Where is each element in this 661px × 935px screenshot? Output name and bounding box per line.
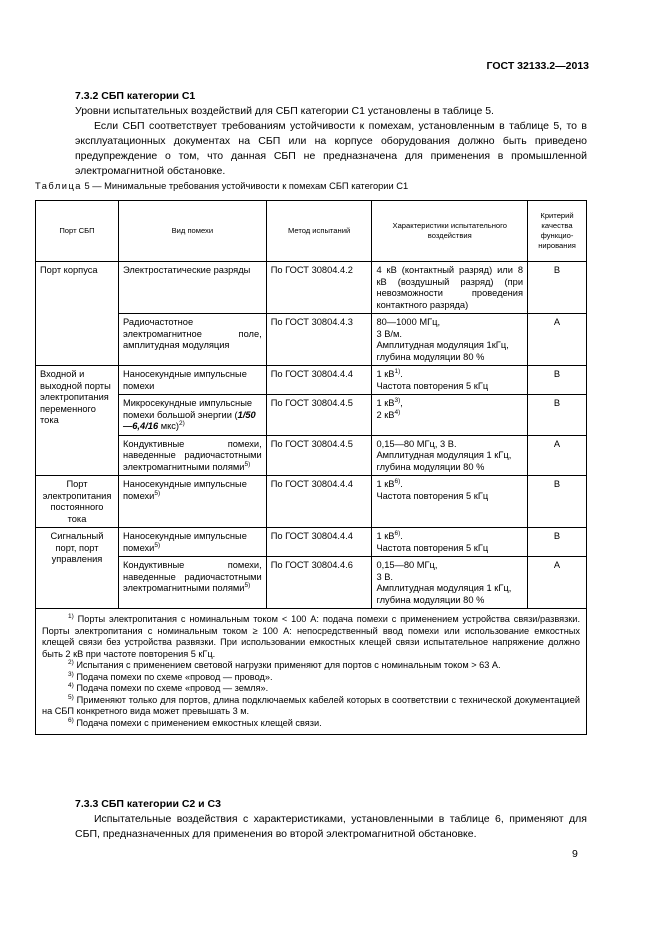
section-title: 7.3.2 СБП категории С1 — [75, 90, 196, 102]
page-number: 9 — [572, 848, 578, 860]
footnote: $^{6)}$ Подача помехи с применением емкостных клещей связи. — [68, 716, 322, 728]
char-cell: 4 кВ (контактный разряд) или 8 кВ (воздушный разряд) (при невозможности проведения контактного разряда) — [372, 262, 528, 314]
method-cell: По ГОСТ 30804.4.3 — [266, 314, 372, 366]
port-cell: Сигнальный порт, порт управления — [36, 528, 119, 609]
method-cell: По ГОСТ 30804.4.6 — [266, 557, 372, 609]
section-title: 7.3.3 СБП категории С2 и С3 — [75, 798, 221, 810]
type-cell: Наносекундные импульсные помехи$^{5)}$ — [118, 476, 266, 528]
requirements-table — [35, 200, 587, 735]
table-row — [36, 262, 587, 314]
crit-cell: A — [528, 557, 587, 609]
table-row — [36, 314, 587, 366]
paragraph: Уровни испытательных воздействий для СБП категории С1 установлены в таблице 5. — [75, 105, 494, 117]
footnotes-cell — [36, 609, 587, 735]
type-cell: Электростатические разряды — [118, 262, 266, 314]
section-7-3-3 — [75, 797, 587, 842]
paragraph: Испытательные воздействия с характеристиками, установленными в таблице 6, применяют для СБП, предназначенных для применения во второй электромагнитной обстановке. — [75, 813, 587, 840]
footnote: $^{2)}$ Испытания с применением световой нагрузки применяют для портов с номинальным током > 63 А. — [68, 658, 501, 670]
char-cell: 1 $кВ^{6)}$. Частота повторения 5 кГц — [372, 476, 528, 528]
crit-cell: B — [528, 528, 587, 557]
footnote: $^{1)}$ Порты электропитания с номинальным током < 100 А: подача помехи с применением устройства связи/развязки. Порты электропитания с номинальным током ≥ 100 А: непосредственный ввод помехи или использование емкостных клещей связи без устройства развязки. При использовании емкостных клещей связи испытательное напряжение должно быть 2 кВ при частоте повторения 5 кГц. — [42, 612, 580, 659]
char-cell: 1 $кВ^{1)}$. Частота повторения 5 кГц — [372, 366, 528, 395]
method-cell: По ГОСТ 30804.4.4 — [266, 476, 372, 528]
crit-cell: B — [528, 366, 587, 395]
crit-cell: A — [528, 435, 587, 476]
type-cell: Наносекундные импульсные помехи — [118, 366, 266, 395]
port-cell: Входной и выходной порты электропитания переменного тока — [36, 366, 119, 476]
method-cell: По ГОСТ 30804.4.5 — [266, 435, 372, 476]
footnote: $^{3)}$ Подача помехи по схеме «провод — провод». — [68, 670, 273, 682]
document-header: ГОСТ 32133.2—2013 — [486, 60, 589, 72]
paragraph: Если СБП соответствует требованиям устойчивости к помехам, установленным в таблице 5, то в эксплуатационных документах на СБП или на корпусе оборудования должно быть приведено предупреждение о том, что данная СБП не предназначена для применения в промышленной электромагнитной обстановке. — [75, 120, 587, 177]
table-row — [36, 476, 587, 528]
char-cell: 1 $кВ^{6)}$. Частота повторения 5 кГц — [372, 528, 528, 557]
table-row — [36, 557, 587, 609]
method-cell: По ГОСТ 30804.4.5 — [266, 395, 372, 436]
crit-cell: A — [528, 314, 587, 366]
header-characteristics: Характеристики испытательного воздействия — [372, 201, 528, 262]
method-cell: По ГОСТ 30804.4.4 — [266, 528, 372, 557]
method-cell: По ГОСТ 30804.4.2 — [266, 262, 372, 314]
header-type: Вид помехи — [118, 201, 266, 262]
type-cell: Микросекундные импульсные помехи большой энергии (1/50—6,4/16 мкс)$^{2)}$ — [118, 395, 266, 436]
char-cell: 0,15—80 МГц, 3 В. Амплитудная модуляция 1 кГц, глубина модуляции 80 % — [372, 557, 528, 609]
header-criterion: Критерий качества функцио-нирования — [528, 201, 587, 262]
header-method: Метод испытаний — [266, 201, 372, 262]
port-cell: Порт электропитания постоянного тока — [36, 476, 119, 528]
table-row — [36, 366, 587, 395]
crit-cell: B — [528, 395, 587, 436]
footnote: $^{5)}$ Применяют только для портов, длина подключаемых кабелей которых в соответствии с технической документацией на СБП конкретного вида может превышать 3 м. — [42, 693, 580, 716]
type-cell: Наносекундные импульсные помехи$^{5)}$ — [118, 528, 266, 557]
section-7-3-2 — [75, 89, 587, 179]
footnotes-row — [36, 609, 587, 735]
char-cell: 0,15—80 МГц, 3 В. Амплитудная модуляция 1 кГц, глубина модуляции 80 % — [372, 435, 528, 476]
footnote: $^{4)}$ Подача помехи по схеме «провод — земля». — [68, 681, 269, 693]
header-port: Порт СБП — [36, 201, 119, 262]
table-caption: Таблица 5 — Минимальные требования устойчивости к помехам СБП категории С1 — [35, 181, 409, 191]
table-row — [36, 395, 587, 436]
method-cell: По ГОСТ 30804.4.4 — [266, 366, 372, 395]
char-cell: 1 $кВ^{3)}$, 2 $кВ^{4)}$ — [372, 395, 528, 436]
crit-cell: B — [528, 262, 587, 314]
char-cell: 80—1000 МГц, 3 В/м. Амплитудная модуляция 1кГц, глубина модуляции 80 % — [372, 314, 528, 366]
table-row — [36, 435, 587, 476]
type-cell: Радиочастотное электромагнитное поле, амплитудная модуляция — [118, 314, 266, 366]
port-cell: Порт корпуса — [36, 262, 119, 366]
table-row — [36, 528, 587, 557]
type-cell: Кондуктивные помехи, наведенные радиочастотными электромагнитными полями$^{5)}$ — [118, 435, 266, 476]
crit-cell: B — [528, 476, 587, 528]
type-cell: Кондуктивные помехи, наведенные радиочастотными электромагнитными полями$^{5)}$ — [118, 557, 266, 609]
